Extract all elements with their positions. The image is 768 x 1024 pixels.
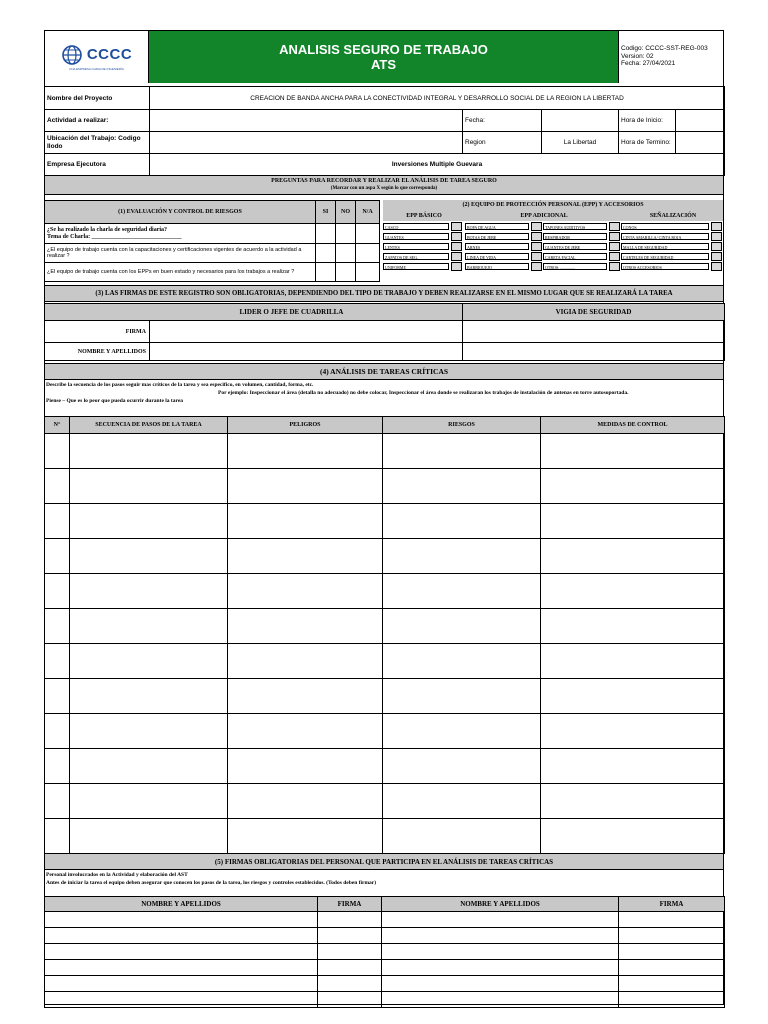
riesgos-cell[interactable] — [383, 609, 541, 644]
epp-item — [465, 262, 542, 271]
region-value: La Libertad — [542, 132, 619, 154]
epp-item — [465, 222, 542, 231]
secuencia-cell[interactable] — [70, 469, 228, 504]
medidas-cell[interactable] — [541, 644, 725, 679]
table-row — [45, 644, 725, 679]
globe-logo-icon — [61, 44, 83, 66]
document-version: Version: 02 — [621, 52, 654, 60]
table-row — [45, 819, 725, 854]
col-si: SI — [316, 201, 336, 224]
header-title-box — [149, 31, 619, 83]
col-n: N° — [45, 417, 70, 434]
page-subtitle: ATS — [370, 57, 397, 72]
epp-checkbox[interactable] — [531, 232, 542, 241]
epp-item-label: ARNES — [465, 243, 529, 250]
epp-item-label: TAPONES AUDITIVOS — [543, 223, 607, 230]
logo-text: CCCC — [86, 46, 133, 63]
document-code: Codigo: CCCC-SST-REG-003 — [621, 45, 708, 52]
col-medidas: MEDIDAS DE CONTROL — [541, 417, 725, 434]
nombre-cell[interactable] — [382, 912, 619, 928]
epp-checkbox[interactable] — [609, 242, 620, 251]
q2-na-cell[interactable] — [356, 244, 380, 263]
epp-senal-header: SEÑALIZACIÓN — [649, 213, 697, 219]
epp-subheaders — [383, 211, 723, 221]
epp-header: (2) EQUIPO DE PROTECCIÓN PERSONAL (EPP) Y ACCESORIOS — [383, 200, 723, 211]
secuencia-cell[interactable] — [70, 749, 228, 784]
nombre-cell[interactable] — [45, 976, 318, 992]
epp-checkbox[interactable] — [531, 242, 542, 251]
epp-checkbox[interactable] — [451, 262, 462, 271]
peligros-cell[interactable] — [228, 609, 383, 644]
nombre-cell[interactable] — [382, 960, 619, 976]
medidas-cell[interactable] — [541, 609, 725, 644]
epp-item-label: CINTA AMARILLA/ CINTA ROJA — [621, 233, 709, 240]
col-nombre-1: NOMBRE Y APELLIDOS — [45, 897, 318, 912]
nombre-cell[interactable] — [382, 992, 619, 1008]
firma-cell[interactable] — [318, 976, 382, 992]
epp-checkbox[interactable] — [609, 252, 620, 261]
epp-item — [383, 242, 462, 251]
q3-na-cell[interactable] — [356, 263, 380, 282]
table-row — [45, 679, 725, 714]
epp-checkbox[interactable] — [711, 232, 722, 241]
medidas-cell[interactable] — [541, 819, 725, 854]
secuencia-cell[interactable] — [70, 504, 228, 539]
riesgos-header: (1) EVALUACIÓN Y CONTROL DE RIESGOS — [45, 201, 316, 224]
riesgos-cell[interactable] — [383, 434, 541, 469]
epp-item — [383, 252, 462, 261]
peligros-cell[interactable] — [228, 644, 383, 679]
personal-desc-2: Antes de iniciar la tarea el equipo deben asegurar que conocen los pasos de la tarea, los riesgos y controles establecidos. (Todos deben firmar) — [46, 880, 377, 886]
project-value: CREACION DE BANDA ANCHA PARA LA CONECTIVIDAD INTEGRAL Y DESARROLLO SOCIAL DE LA REGION LA LIBERTAD — [150, 87, 725, 110]
peligros-cell[interactable] — [228, 784, 383, 819]
riesgos-cell[interactable] — [383, 749, 541, 784]
n-cell[interactable] — [45, 714, 70, 749]
epp-item — [621, 252, 722, 261]
peligros-cell[interactable] — [228, 819, 383, 854]
firma-cell[interactable] — [318, 992, 382, 1008]
empresa-value: Inversiones Multiple Guevara — [150, 154, 725, 176]
nombre-cell[interactable] — [382, 944, 619, 960]
secuencia-cell[interactable] — [70, 644, 228, 679]
riesgos-cell[interactable] — [383, 574, 541, 609]
epp-item-label: BARBIQUEJO — [465, 263, 529, 270]
epp-checkbox[interactable] — [609, 262, 620, 271]
q2-si-cell[interactable] — [316, 244, 336, 263]
riesgos-cell[interactable] — [383, 469, 541, 504]
epp-item — [543, 222, 620, 231]
logo-area — [45, 31, 149, 83]
project-info-table — [44, 86, 725, 176]
secuencia-cell[interactable] — [70, 574, 228, 609]
epp-item-label: UNIFORME — [383, 263, 449, 270]
peligros-cell[interactable] — [228, 574, 383, 609]
document-date: Fecha: 27/04/2021 — [621, 60, 676, 67]
peligros-cell[interactable] — [228, 434, 383, 469]
epp-item-label: CARTELES DE SEGURIDAD — [621, 253, 709, 260]
firmas-header: (3) LAS FIRMAS DE ESTE REGISTRO SON OBLIGATORIAS, DEPENDIENDO DEL TIPO DE TRABAJO Y DEBEN REALIZARSE EN EL MISMO LUGAR QUE SE REALIZARÁ LA TAREA — [45, 285, 723, 302]
riesgos-cell[interactable] — [383, 539, 541, 574]
riesgos-cell[interactable] — [383, 504, 541, 539]
epp-checkbox[interactable] — [531, 252, 542, 261]
secuencia-cell[interactable] — [70, 679, 228, 714]
secuencia-cell[interactable] — [70, 784, 228, 819]
epp-checkbox[interactable] — [711, 222, 722, 231]
nombre-cell[interactable] — [45, 928, 318, 944]
hora-inicio-label: Hora de Inicio: — [619, 110, 676, 132]
firma-cell[interactable] — [619, 976, 725, 992]
nombre-cell[interactable] — [45, 960, 318, 976]
n-cell[interactable] — [45, 644, 70, 679]
q3-si-cell[interactable] — [316, 263, 336, 282]
medidas-cell[interactable] — [541, 504, 725, 539]
epp-item-label: CONOS — [621, 223, 709, 230]
firma-cell[interactable] — [318, 960, 382, 976]
epp-item — [465, 252, 542, 261]
firmas-table — [44, 303, 725, 361]
lider-header: LIDER O JEFE DE CUADRILLA — [150, 304, 463, 321]
analisis-table — [44, 416, 725, 854]
nombre-cell[interactable] — [382, 928, 619, 944]
col-firma-2: FIRMA — [619, 897, 725, 912]
epp-item-label: MALLA DE SEGURIDAD — [621, 243, 709, 250]
q3-no-cell[interactable] — [336, 263, 356, 282]
personal-description — [46, 871, 722, 887]
epp-item — [543, 242, 620, 251]
vigia-nombre-field[interactable] — [463, 343, 725, 361]
lider-firma-field[interactable] — [150, 321, 463, 343]
peligros-cell[interactable] — [228, 749, 383, 784]
medidas-cell[interactable] — [541, 679, 725, 714]
table-row — [45, 609, 725, 644]
q1-si-cell[interactable] — [316, 224, 336, 244]
q2-no-cell[interactable] — [336, 244, 356, 263]
medidas-cell[interactable] — [541, 434, 725, 469]
medidas-cell[interactable] — [541, 749, 725, 784]
q1-no-cell[interactable] — [336, 224, 356, 244]
table-row — [45, 434, 725, 469]
n-cell[interactable] — [45, 749, 70, 784]
col-firma-1: FIRMA — [318, 897, 382, 912]
epp-grid — [383, 222, 723, 274]
epp-checkbox[interactable] — [531, 262, 542, 271]
n-cell[interactable] — [45, 819, 70, 854]
firma-cell[interactable] — [619, 944, 725, 960]
epp-checkbox[interactable] — [451, 242, 462, 251]
preguntas-header: PREGUNTAS PARA RECORDAR Y REALIZAR EL ANÁLISIS DE TAREA SEGURO (Marcar con un aspa X según lo que corresponda) — [45, 175, 723, 195]
riesgos-cell[interactable] — [383, 784, 541, 819]
nombre-cell[interactable] — [45, 944, 318, 960]
fecha-label: Fecha: — [463, 110, 542, 132]
epp-checkbox[interactable] — [451, 252, 462, 261]
n-cell[interactable] — [45, 504, 70, 539]
analisis-desc-1: Describe la secuencia de los pasos seguir mas críticos de la tarea y sea especifico, en volumen, cantidad, forma, etc. — [46, 382, 314, 388]
table-row — [45, 960, 725, 976]
firma-cell[interactable] — [318, 944, 382, 960]
firma-label: FIRMA — [45, 321, 150, 343]
nombre-cell[interactable] — [45, 992, 318, 1008]
medidas-cell[interactable] — [541, 469, 725, 504]
analisis-desc-3: Piense – Que es lo peor que pueda ocurrir durante la tarea — [46, 398, 184, 404]
epp-item — [543, 252, 620, 261]
epp-item-label: LINEA DE VIDA — [465, 253, 529, 260]
secuencia-cell[interactable] — [70, 609, 228, 644]
activity-field[interactable] — [150, 110, 463, 132]
lider-nombre-field[interactable] — [150, 343, 463, 361]
hora-termino-field[interactable] — [676, 132, 725, 154]
epp-item-label: OTROS ACCESORIOS — [621, 263, 709, 270]
firma-cell[interactable] — [619, 912, 725, 928]
col-na: N/A — [356, 201, 380, 224]
col-secuencia: SECUENCIA DE PASOS DE LA TAREA — [70, 417, 228, 434]
n-cell[interactable] — [45, 469, 70, 504]
secuencia-cell[interactable] — [70, 819, 228, 854]
epp-checkbox[interactable] — [609, 232, 620, 241]
table-row — [45, 928, 725, 944]
epp-item-label: ZAPATOS DE SEG. — [383, 253, 449, 260]
epp-item — [465, 242, 542, 251]
vigia-firma-field[interactable] — [463, 321, 725, 343]
firma-cell[interactable] — [619, 928, 725, 944]
nombre-label: NOMBRE Y APELLIDOS — [45, 343, 150, 361]
epp-checkbox[interactable] — [711, 242, 722, 251]
ubicacion-field[interactable] — [150, 132, 463, 154]
question-2: ¿El equipo de trabajo cuenta con la capacitaciones y certificaciones vigentes de acuerdo a la actividad a realizar ? — [45, 244, 316, 263]
epp-item — [383, 232, 462, 241]
riesgos-cell[interactable] — [383, 819, 541, 854]
epp-item — [621, 262, 722, 271]
ubicacion-label: Ubicación del Trabajo: Codigo Ilodo — [45, 132, 150, 154]
riesgos-cell[interactable] — [383, 714, 541, 749]
epp-item — [543, 232, 620, 241]
hora-inicio-field[interactable] — [676, 110, 725, 132]
table-row — [45, 992, 725, 1008]
activity-label: Actividad a realizar: — [45, 110, 150, 132]
personal-header: (5) FIRMAS OBLIGATORIAS DEL PERSONAL QUE PARTICIPA EN EL ANÁLISIS DE TAREAS CRÍTICAS — [45, 853, 723, 870]
col-riesgos: RIESGOS — [383, 417, 541, 434]
epp-checkbox[interactable] — [711, 252, 722, 261]
peligros-cell[interactable] — [228, 469, 383, 504]
epp-item — [383, 222, 462, 231]
epp-item-label: LENTES — [383, 243, 449, 250]
page-title: ANALISIS SEGURO DE TRABAJO — [279, 42, 488, 57]
analisis-desc-2: Por ejemplo: Inspeccionar el área (detalla no adecuado) no debe colocar, Inspeccionar el área donde se realizaran los trabajos de instalación de antenas en torre autosoportada. — [218, 390, 629, 396]
n-cell[interactable] — [45, 539, 70, 574]
epp-item-label: OTROS: ............... — [543, 263, 607, 270]
epp-item-label: CASCO — [383, 223, 449, 230]
table-row — [45, 539, 725, 574]
analisis-description — [46, 381, 722, 405]
table-row — [45, 714, 725, 749]
personal-desc-1: Personal involucrados en la Actividad y elaboración del AST — [46, 872, 188, 878]
table-row — [45, 976, 725, 992]
epp-item-label: BOTAS DE JEBE — [465, 233, 529, 240]
vigia-header: VIGIA DE SEGURIDAD — [463, 304, 725, 321]
epp-adicional-header: EPP ADICIONAL — [520, 213, 568, 219]
peligros-cell[interactable] — [228, 714, 383, 749]
epp-basico-header: EPP BÁSICO — [406, 213, 442, 219]
peligros-cell[interactable] — [228, 679, 383, 714]
table-row — [45, 749, 725, 784]
epp-item — [383, 262, 462, 271]
medidas-cell[interactable] — [541, 714, 725, 749]
q1-na-cell[interactable] — [356, 224, 380, 244]
peligros-cell[interactable] — [228, 504, 383, 539]
personal-table — [44, 896, 725, 1008]
fecha-field[interactable] — [542, 110, 619, 132]
epp-item-label: RESPIRADOR — [543, 233, 607, 240]
secuencia-cell[interactable] — [70, 714, 228, 749]
epp-item — [621, 232, 722, 241]
epp-item — [465, 232, 542, 241]
epp-checkbox[interactable] — [531, 222, 542, 231]
table-row — [45, 912, 725, 928]
n-cell[interactable] — [45, 679, 70, 714]
medidas-cell[interactable] — [541, 574, 725, 609]
firma-cell[interactable] — [619, 992, 725, 1008]
document-code-box — [619, 31, 723, 83]
col-peligros: PELIGROS — [228, 417, 383, 434]
question-3: ¿El equipo de trabajo cuenta con los EPPs en buen estado y necesarios para los trabajos a realizar ? — [45, 263, 316, 282]
riesgos-cell[interactable] — [383, 679, 541, 714]
firma-cell[interactable] — [318, 928, 382, 944]
question-1: ¿Se ha realizado la charla de seguridad diaria? Tema de Charla: ______________________________ — [45, 224, 316, 244]
col-nombre-2: NOMBRE Y APELLIDOS — [382, 897, 619, 912]
n-cell[interactable] — [45, 609, 70, 644]
n-cell[interactable] — [45, 784, 70, 819]
table-row — [45, 944, 725, 960]
epp-item — [621, 222, 722, 231]
table-row — [45, 469, 725, 504]
secuencia-cell[interactable] — [70, 434, 228, 469]
table-row — [45, 784, 725, 819]
empresa-label: Empresa Ejecutora — [45, 154, 150, 176]
table-row — [45, 504, 725, 539]
epp-checkbox[interactable] — [711, 262, 722, 271]
epp-checkbox[interactable] — [451, 222, 462, 231]
epp-item — [621, 242, 722, 251]
nombre-cell[interactable] — [382, 976, 619, 992]
project-label: Nombre del Proyecto — [45, 87, 150, 110]
epp-item-label: GUANTES — [383, 233, 449, 240]
medidas-cell[interactable] — [541, 539, 725, 574]
epp-item — [543, 262, 620, 271]
nombre-cell[interactable] — [45, 912, 318, 928]
table-row — [45, 574, 725, 609]
analisis-header: (4) ANÁLISIS DE TAREAS CRÍTICAS — [45, 363, 723, 380]
region-label: Region — [463, 132, 542, 154]
epp-item-label: ROPA DE AGUA — [465, 223, 529, 230]
medidas-cell[interactable] — [541, 784, 725, 819]
n-cell[interactable] — [45, 434, 70, 469]
epp-item-label: CARETA FACIAL — [543, 253, 607, 260]
epp-checkbox[interactable] — [451, 232, 462, 241]
n-cell[interactable] — [45, 574, 70, 609]
col-no: NO — [336, 201, 356, 224]
firma-cell[interactable] — [619, 960, 725, 976]
secuencia-cell[interactable] — [70, 539, 228, 574]
riesgos-table — [44, 200, 380, 282]
epp-item-label: GUANTES DE JEBE — [543, 243, 607, 250]
logo-subtext: UNA EMPRESA CHINA DE INGENIERÍA — [69, 66, 124, 71]
firma-cell[interactable] — [318, 912, 382, 928]
epp-checkbox[interactable] — [609, 222, 620, 231]
riesgos-cell[interactable] — [383, 644, 541, 679]
peligros-cell[interactable] — [228, 539, 383, 574]
hora-termino-label: Hora de Termino: — [619, 132, 676, 154]
ats-form — [44, 30, 724, 1005]
